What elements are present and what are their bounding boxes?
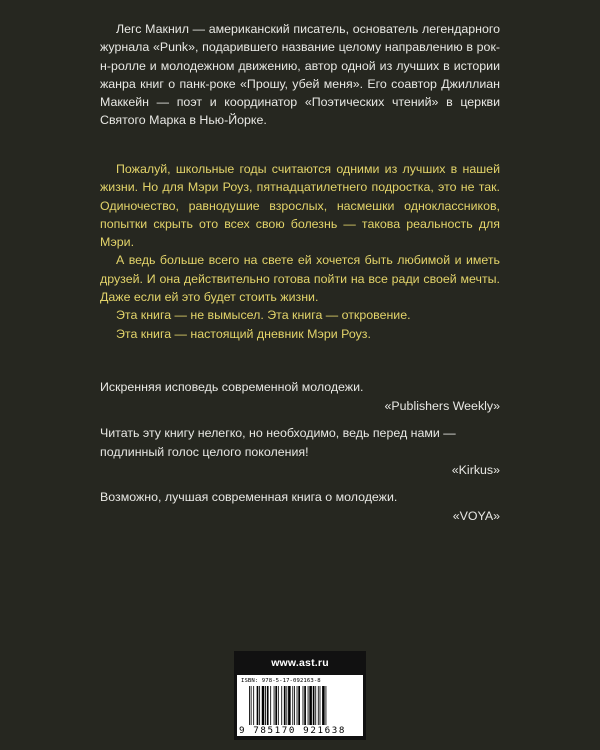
barcode-bar [262,686,265,725]
book-blurb [100,160,500,343]
barcode-bar [284,686,286,725]
review-source: «Kirkus» [451,463,500,477]
barcode-bar [288,686,291,725]
barcode-bar [326,686,327,725]
barcode-box [237,675,363,736]
barcode-bar [251,686,252,725]
blurb-paragraph: Пожалуй, школьные годы считаются одними из лучших в нашей жизни. Но для Мэри Роуз, пятнадцатилетнего подростка, это не так. Одиночество, равнодушие взрослых, насмешки одноклассников, попытки скрыть ото всех свою болезнь — такова реальность для Мэри. [100,162,500,250]
barcode-bar [286,686,287,725]
barcode-bar [318,686,319,725]
barcode-bar [257,686,259,725]
publisher-site: www.ast.ru [271,657,329,669]
review-quote [100,424,500,480]
barcode-bar [265,686,266,725]
barcode-bar [309,686,312,725]
barcode-bar [297,686,298,725]
isbn-label: ISBN: 978-5-17-092163-8 [241,678,321,684]
barcode-bar [253,686,254,725]
barcode-bar [304,686,306,725]
blurb-paragraph: Эта книга — не вымысел. Эта книга — откровение. [116,308,411,323]
barcode-bar [292,686,293,725]
barcode-icon [249,686,353,725]
barcode-bar [294,686,295,725]
barcode-bar [298,686,300,725]
barcode-bar [275,686,277,725]
ean-number: 9 785170 921638 [239,725,346,736]
barcode-bar [259,686,260,725]
barcode-bar [249,686,250,725]
review-quote-text: Искренняя исповедь современной молодежи. [100,380,364,394]
barcode-sticker [234,651,366,740]
review-source: «VOYA» [452,508,500,523]
barcode-bar [267,686,269,725]
barcode-bar [278,686,279,725]
authors-bio-text: Легс Макнил — американский писатель, основатель легендарного журнала «Punk», подарившего название целому направлению в рок-н-ролле и молодежном движению, автор одной из лучших в истории жанра книг о панк-роке «Прошу, убей меня». Его соавтор Джиллиан Маккейн — поэт и координатор «Поэтических чтений» в церкви Святого Марка в Нью-Йорке. [100,22,500,128]
barcode-bar [320,686,321,725]
barcode-bar [281,686,282,725]
blurb-paragraph: А ведь больше всего на свете ей хочется быть любимой и иметь друзей. И она действительно готова пойти на все ради своей мечты. Даже если ей это будет стоить жизни. [100,253,500,305]
barcode-bar [308,686,309,725]
review-source: «Publishers Weekly» [384,398,500,413]
review-quote-text: Возможно, лучшая современная книга о молодежи. [100,490,398,504]
barcode-bar [315,686,316,725]
review-quote [100,488,500,525]
review-quote [100,378,500,415]
blurb-paragraph: Эта книга — настоящий дневник Мэри Роуз. [116,326,371,341]
review-quote-text: Читать эту книгу нелегко, но необходимо, ведь перед нами — подлинный голос целого поколения! [100,426,456,459]
barcode-bar [274,686,275,725]
barcode-bar [270,686,271,725]
barcode-bar [313,686,315,725]
authors-bio [100,20,500,130]
barcode-bar [322,686,325,725]
barcode-bar [303,686,304,725]
